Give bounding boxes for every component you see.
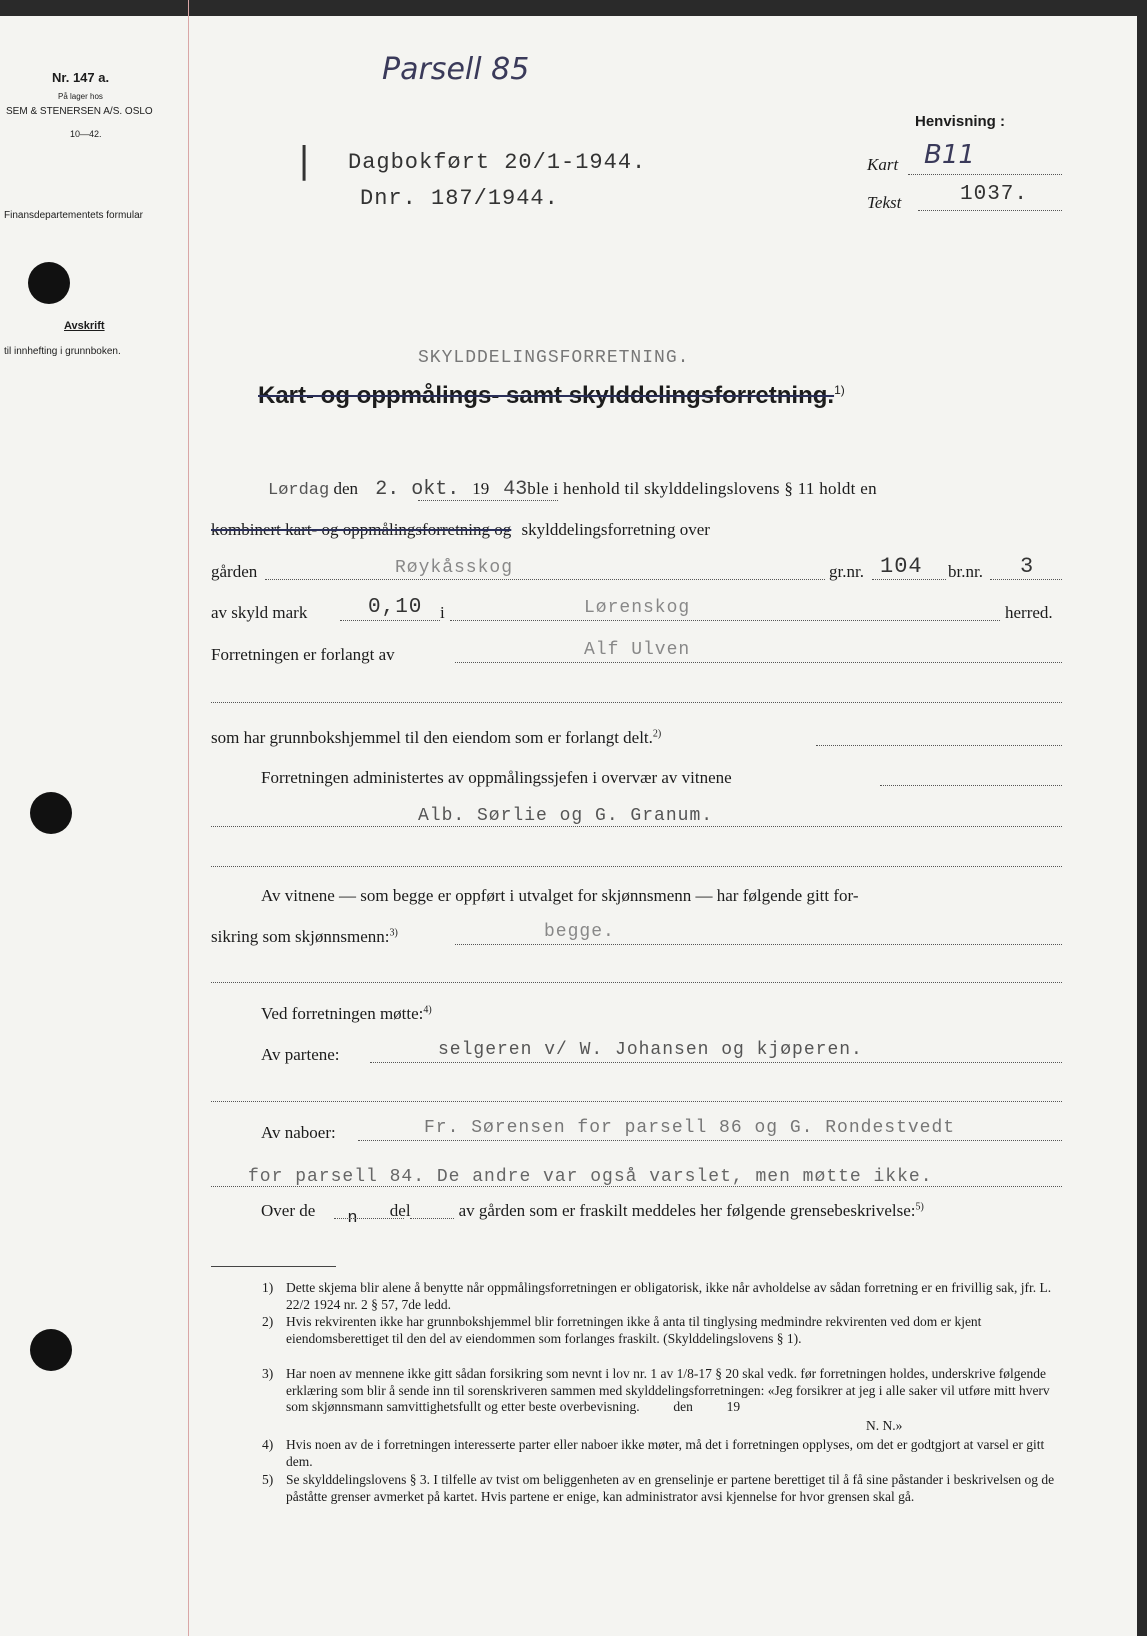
over-dots-2 bbox=[410, 1218, 454, 1219]
tekst-value: 1037. bbox=[960, 183, 1029, 206]
naboer-value-1: Fr. Sørensen for parsell 86 og G. Rondestvedt bbox=[424, 1118, 956, 1138]
herred-value: Lørenskog bbox=[584, 598, 691, 618]
kart-value: B11 bbox=[924, 140, 975, 170]
date-dots bbox=[418, 500, 558, 501]
footnote-num: 2) bbox=[262, 1314, 274, 1329]
skyld-label: av skyld mark bbox=[211, 603, 308, 622]
footnote-rule bbox=[211, 1266, 336, 1267]
punch-hole-icon bbox=[28, 262, 70, 304]
brnr-label: br.nr. bbox=[948, 562, 983, 581]
date-line bbox=[268, 478, 877, 501]
date-code: 10—42. bbox=[70, 129, 102, 139]
printed-title bbox=[258, 382, 845, 410]
punch-hole-icon bbox=[30, 792, 72, 834]
blank-line-4 bbox=[211, 1101, 1062, 1102]
kart-dots bbox=[908, 174, 1062, 175]
dnr-number: Dnr. 187/1944. bbox=[360, 186, 559, 211]
footnote-num: 3) bbox=[262, 1366, 274, 1381]
admin-text: Forretningen administertes av oppmålingssjefen i overvær av vitnene bbox=[261, 768, 732, 787]
avskrift-label: Avskrift bbox=[64, 320, 105, 332]
vitner2-dots bbox=[455, 944, 1062, 945]
footnote-num: 1) bbox=[262, 1280, 274, 1295]
footnote-text: Hvis noen av de i forretningen interesserte parter eller naboer ikke møter, må det i forretningen opplyses, om det er godtgjort at varsel er gitt dem. bbox=[286, 1437, 1045, 1469]
footnote bbox=[262, 1437, 1062, 1471]
department-label: Finansdepartementets formular bbox=[4, 210, 143, 221]
skyld-i: i bbox=[440, 603, 445, 622]
tekst-label: Tekst bbox=[867, 193, 902, 212]
printed-title-text: Kart- og oppmålings- samt skylddelingsforretning. bbox=[258, 382, 835, 409]
admin-dots bbox=[880, 785, 1062, 786]
margin-tick-mark: | bbox=[298, 140, 311, 181]
footnote bbox=[262, 1472, 1062, 1524]
brnr-dots bbox=[990, 579, 1062, 580]
typed-title: SKYLDDELINGSFORRETNING. bbox=[418, 348, 690, 368]
year-value: 43 bbox=[503, 478, 528, 501]
vitner-line-1: Av vitnene — som begge er oppført i utvalget for skjønnsmenn — har følgende gitt for- bbox=[261, 886, 859, 905]
garden-dots bbox=[265, 579, 825, 580]
motte-main: Ved forretningen møtte: bbox=[261, 1004, 424, 1023]
blank-line-2 bbox=[211, 866, 1062, 867]
blank-line-1 bbox=[211, 702, 1062, 703]
avskrift-note: til innhefting i grunnboken. bbox=[4, 346, 121, 357]
vitner-value-2: begge. bbox=[544, 922, 615, 942]
footnote-num: 4) bbox=[262, 1437, 274, 1452]
footnote-num: 5) bbox=[262, 1472, 274, 1487]
naboer-dots bbox=[358, 1140, 1062, 1141]
henvisning-label: Henvisning : bbox=[915, 113, 1006, 130]
grnr-dots bbox=[872, 579, 946, 580]
over-rest: av gården som er fraskilt meddeles her følgende grensebeskrivelse: bbox=[458, 1201, 916, 1220]
day-name: Lørdag bbox=[268, 481, 330, 500]
naboer-value-2: for parsell 84. De andre var også varslet, men møtte ikke. bbox=[248, 1167, 933, 1187]
footnote-text: Har noen av mennene ikke gitt sådan forsikring som nevnt i lov nr. 1 av 1/8-17 § 20 skal vedk. før forretningen holdes, underskrive følgende erklæring som blir å sende inn til sorenskriveren sammen med skylddelingsforretningen: «Jeg forsikrer at jeg i alle saker vil utføre mitt hverv som skjønnsmann samvittighetsfullt og etter beste overbevisning. den 19 bbox=[286, 1366, 1054, 1414]
vitner-value: Alb. Sørlie og G. Granum. bbox=[418, 806, 714, 826]
forretning-type-line bbox=[211, 520, 710, 540]
forretning-type-rest: skylddelingsforretning over bbox=[521, 520, 710, 539]
partene-label: Av partene: bbox=[261, 1045, 340, 1064]
date-line-rest: ble i henhold til skylddelingslovens § 11 holdt en bbox=[527, 479, 877, 498]
over-ref: 5) bbox=[915, 1201, 924, 1213]
blank-line-3 bbox=[211, 982, 1062, 983]
forlangt-dots bbox=[455, 662, 1062, 663]
over-de: Over de bbox=[261, 1201, 316, 1220]
partene-dots bbox=[370, 1062, 1062, 1063]
footnote-text: Se skylddelingslovens § 3. I tilfelle av tvist om beliggenheten av en grenselinje er partene berettiget til å få sine påstander i beskrivelsen og de påståtte grenser avmerket på kartet. Hvis partene er enige, kan administrator avsi kjennelse for hvor grensen skal gå. bbox=[286, 1472, 1055, 1504]
hjemmel-text bbox=[211, 728, 661, 748]
date-value: 2. okt. bbox=[375, 478, 460, 501]
vitner-ref: 3) bbox=[389, 927, 398, 939]
grnr-label: gr.nr. bbox=[829, 562, 864, 581]
garden-label: gården bbox=[211, 562, 258, 581]
scan-edge-top bbox=[0, 0, 1147, 16]
footnote-text: Dette skjema blir alene å benytte når oppmålingsforretningen er obligatorisk, ikke når avholdelse av sådan forretning er en frivillig sak, jfr. L. 22/2 1924 nr. 2 § 57, 7de ledd. bbox=[286, 1280, 1052, 1312]
over-n: n bbox=[347, 1209, 358, 1228]
footnote bbox=[262, 1280, 1062, 1314]
herred-label: herred. bbox=[1005, 603, 1053, 622]
brnr-value: 3 bbox=[1020, 554, 1035, 579]
footnote-text: N. N.» bbox=[866, 1418, 903, 1433]
forlangt-value: Alf Ulven bbox=[584, 640, 691, 660]
garden-value: Røykåsskog bbox=[395, 558, 514, 578]
vitner-dots bbox=[211, 826, 1062, 827]
hjemmel-dots bbox=[816, 745, 1062, 746]
motte-text bbox=[261, 1004, 432, 1024]
margin-rule bbox=[188, 0, 189, 1636]
parsell-handwritten: Parsell 85 bbox=[382, 52, 530, 87]
tekst-dots bbox=[918, 210, 1062, 211]
publisher-line-1: På lager hos bbox=[58, 92, 103, 101]
naboer2-dots bbox=[211, 1186, 1062, 1187]
publisher-line-2: SEM & STENERSEN A/S. OSLO bbox=[6, 106, 153, 117]
year-prefix: 19 bbox=[472, 479, 490, 498]
forlangt-label: Forretningen er forlangt av bbox=[211, 645, 395, 664]
over-dots-1 bbox=[334, 1218, 404, 1219]
form-number: Nr. 147 a. bbox=[52, 70, 110, 85]
hjemmel-ref: 2) bbox=[652, 728, 662, 740]
naboer-label: Av naboer: bbox=[261, 1123, 336, 1142]
skyld-value: 0,10 bbox=[368, 596, 423, 619]
kart-label: Kart bbox=[867, 155, 899, 174]
skyld-dots bbox=[340, 620, 440, 621]
struck-text: kombinert kart- og oppmålingsforretning og bbox=[211, 520, 512, 539]
grnr-value: 104 bbox=[880, 554, 923, 579]
footnote bbox=[262, 1418, 1062, 1436]
punch-hole-icon bbox=[30, 1329, 72, 1371]
footnote-text: Hvis rekvirenten ikke har grunnbokshjemmel blir forretningen ikke å anta til tinglysing medmindre rekvirenten ved dom er kjent eiendomsberettiget til den del av eiendommen som forlanges fraskilt. (Skylddelingslovens § 1). bbox=[286, 1314, 982, 1346]
vitner-line-2-text: sikring som skjønnsmenn: bbox=[211, 927, 390, 946]
motte-ref: 4) bbox=[423, 1004, 432, 1016]
partene-value: selgeren v/ W. Johansen og kjøperen. bbox=[438, 1040, 863, 1060]
footnote bbox=[262, 1366, 1062, 1418]
over-del: del bbox=[389, 1201, 411, 1220]
den-label: den bbox=[333, 479, 359, 498]
dagbok-date: Dagbokført 20/1-1944. bbox=[348, 150, 647, 175]
vitner-line-2 bbox=[211, 927, 398, 947]
herred-dots bbox=[450, 620, 1000, 621]
hjemmel-main: som har grunnbokshjemmel til den eiendom som er forlangt delt. bbox=[211, 728, 653, 747]
scan-edge-right bbox=[1137, 0, 1147, 1636]
printed-title-ref: 1) bbox=[834, 383, 845, 397]
footnote bbox=[262, 1314, 1062, 1366]
